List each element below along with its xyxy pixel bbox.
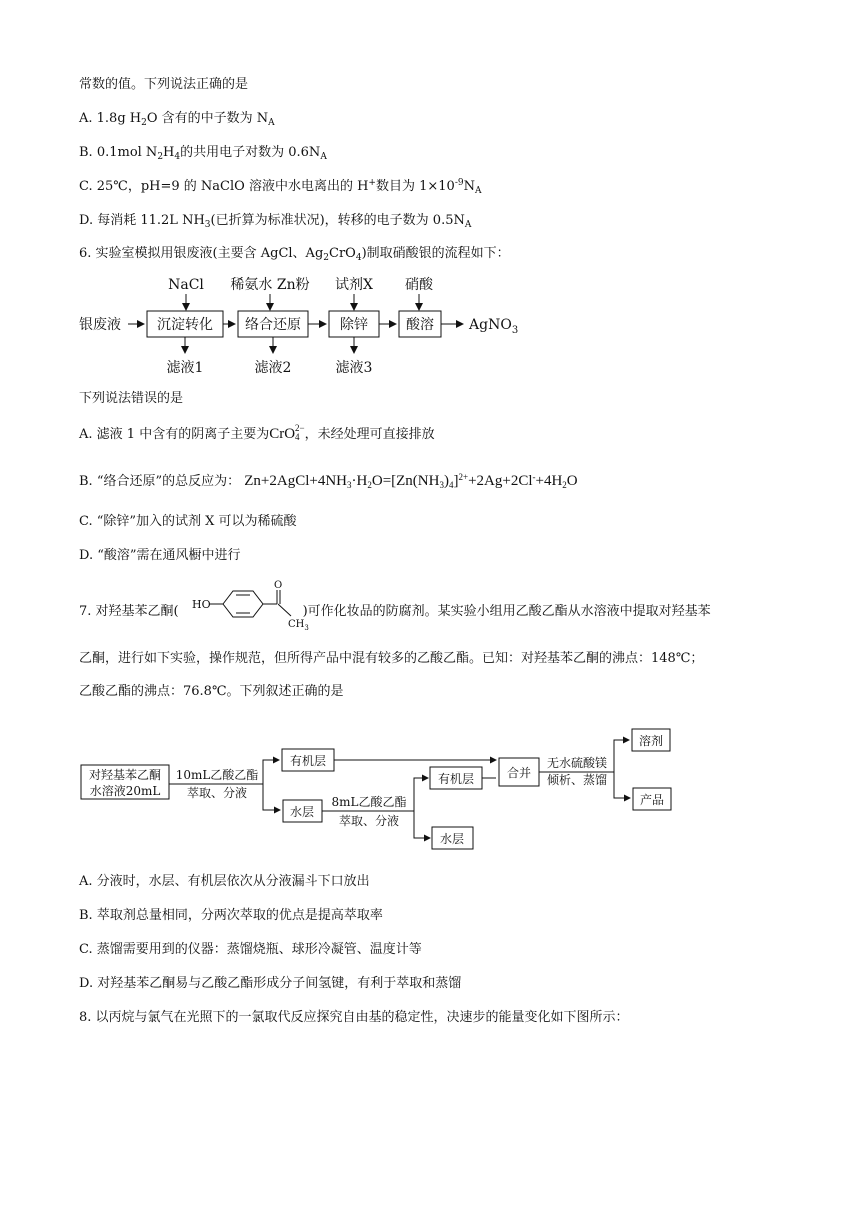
filtrate-3: 滤液3 <box>335 360 373 376</box>
hydroxyacetophenone-structure <box>191 580 319 630</box>
q7-stem-line3: 乙酸乙酯的沸点：76.8℃。下列叙述正确的是 <box>79 684 344 699</box>
step1-operation: 萃取、分液 <box>186 786 248 800</box>
step-acid: 酸溶 <box>406 317 434 333</box>
reagent-x: 试剂X <box>335 277 373 293</box>
q5-option-a: A. 1.8g $H_2O$ 含有的中子数为 $N_A$ <box>79 111 275 128</box>
q7-stem-line1: 7. 对羟基苯乙酮( )可作化妆品的防腐剂。某实验小组用乙酸乙酯从水溶液中提取对羟基苯 <box>79 604 711 619</box>
svg-text:O: O <box>274 580 283 591</box>
aqueous-layer-2: 水层 <box>439 832 465 846</box>
q7-option-d: D. 对羟基苯乙酮易与乙酸乙酯形成分子间氢键，有利于萃取和蒸馏 <box>79 976 462 991</box>
step-dezinc: 除锌 <box>340 317 368 333</box>
organic-layer-2: 有机层 <box>437 772 475 786</box>
q6-option-d: D. “酸溶”需在通风橱中进行 <box>79 548 241 563</box>
q6-option-a: A. 滤液 1 中含有的阴离子主要为CrO 2− 4 ，未经处理可直接排放 <box>79 422 435 442</box>
q6-stem: 6. 实验室模拟用银废液(主要含 AgCl、$Ag_2CrO_4$)制取硝酸银的流程如下： <box>79 246 510 263</box>
svg-text:CH3: $CH_3$ <box>288 619 309 630</box>
svg-text:HO: HO <box>192 598 211 611</box>
step2-operation: 萃取、分液 <box>338 814 400 828</box>
organic-layer-1: 有机层 <box>289 754 327 768</box>
q7-flowchart <box>0 722 860 857</box>
filtrate-2: 滤液2 <box>254 360 292 376</box>
q6-option-c: C. “除锌”加入的试剂 X 可以为稀硫酸 <box>79 514 297 529</box>
start-line2: 水溶液20mL <box>89 784 161 798</box>
q6-option-b: B. “络合还原”的总反应为： $Zn+2AgCl+4NH_3\cdot H_2O=[Zn(NH_3)_4]^{2+}+2Ag+2Cl^-+4H_2O$ <box>79 472 578 490</box>
q7-stem-line2: 乙酮，进行如下实验，操作规范，但所得产品中混有较多的乙酸乙酯。已知：对羟基苯乙酮的沸点：148℃； <box>79 651 704 666</box>
q7-option-a: A. 分液时，水层、有机层依次从分液漏斗下口放出 <box>79 874 370 889</box>
start-line1: 对羟基苯乙酮 <box>88 768 162 782</box>
solvent-output: 溶剂 <box>638 734 664 748</box>
reagent-ammonia-zn: 稀氨水 Zn粉 <box>230 277 310 293</box>
filtrate-1: 滤液1 <box>166 360 204 376</box>
step3-operation: 倾析、蒸馏 <box>546 773 608 787</box>
step-precip: 沉淀转化 <box>157 317 213 333</box>
step-complex: 络合还原 <box>245 317 301 333</box>
q8-stem: 8. 以丙烷与氯气在光照下的一氯取代反应探究自由基的稳定性，决速步的能量变化如下图所示： <box>79 1010 629 1025</box>
q6-flowchart <box>0 265 860 380</box>
q7-option-c: C. 蒸馏需要用到的仪器：蒸馏烧瓶、球形冷凝管、温度计等 <box>79 942 422 957</box>
step3-reagent: 无水硫酸镁 <box>546 756 608 770</box>
product-output: 产品 <box>639 793 665 807</box>
reagent-nitric-acid: 硝酸 <box>405 277 433 293</box>
product-agno3: AgNO$_3$ <box>469 317 519 336</box>
reagent-nacl: NaCl <box>168 277 204 293</box>
complex-reduction-equation: $Zn+2AgCl+4NH_3\cdot H_2O=[Zn(NH_3)_4]^{2+}+2Ag+2Cl^-+4H_2O$ <box>244 472 578 490</box>
step2-solvent: 8mL乙酸乙酯 <box>331 795 407 809</box>
q6-prompt: 下列说法错误的是 <box>79 391 184 406</box>
q5-option-d: D. 每消耗 11.2L $NH_3$(已折算为标准状况)，转移的电子数为 $0.5N_A$ <box>79 213 472 230</box>
q5-option-c: C. 25℃，pH=9 的 NaClO 溶液中水电离出的 H+数目为 $1\times 10^{-9}N_A$ <box>79 178 482 196</box>
intro-line: 常数的值。下列说法正确的是 <box>79 77 249 92</box>
aqueous-layer-1: 水层 <box>289 805 315 819</box>
q7-option-b: B. 萃取剂总量相同，分两次萃取的优点是提高萃取率 <box>79 908 383 923</box>
start-silver-waste: 银废液 <box>79 317 121 333</box>
merge: 合并 <box>506 766 532 780</box>
q5-option-b: B. 0.1mol $N_2H_4$的共用电子对数为 $0.6N_A$ <box>79 145 327 162</box>
step1-solvent: 10mL乙酸乙酯 <box>175 768 259 782</box>
